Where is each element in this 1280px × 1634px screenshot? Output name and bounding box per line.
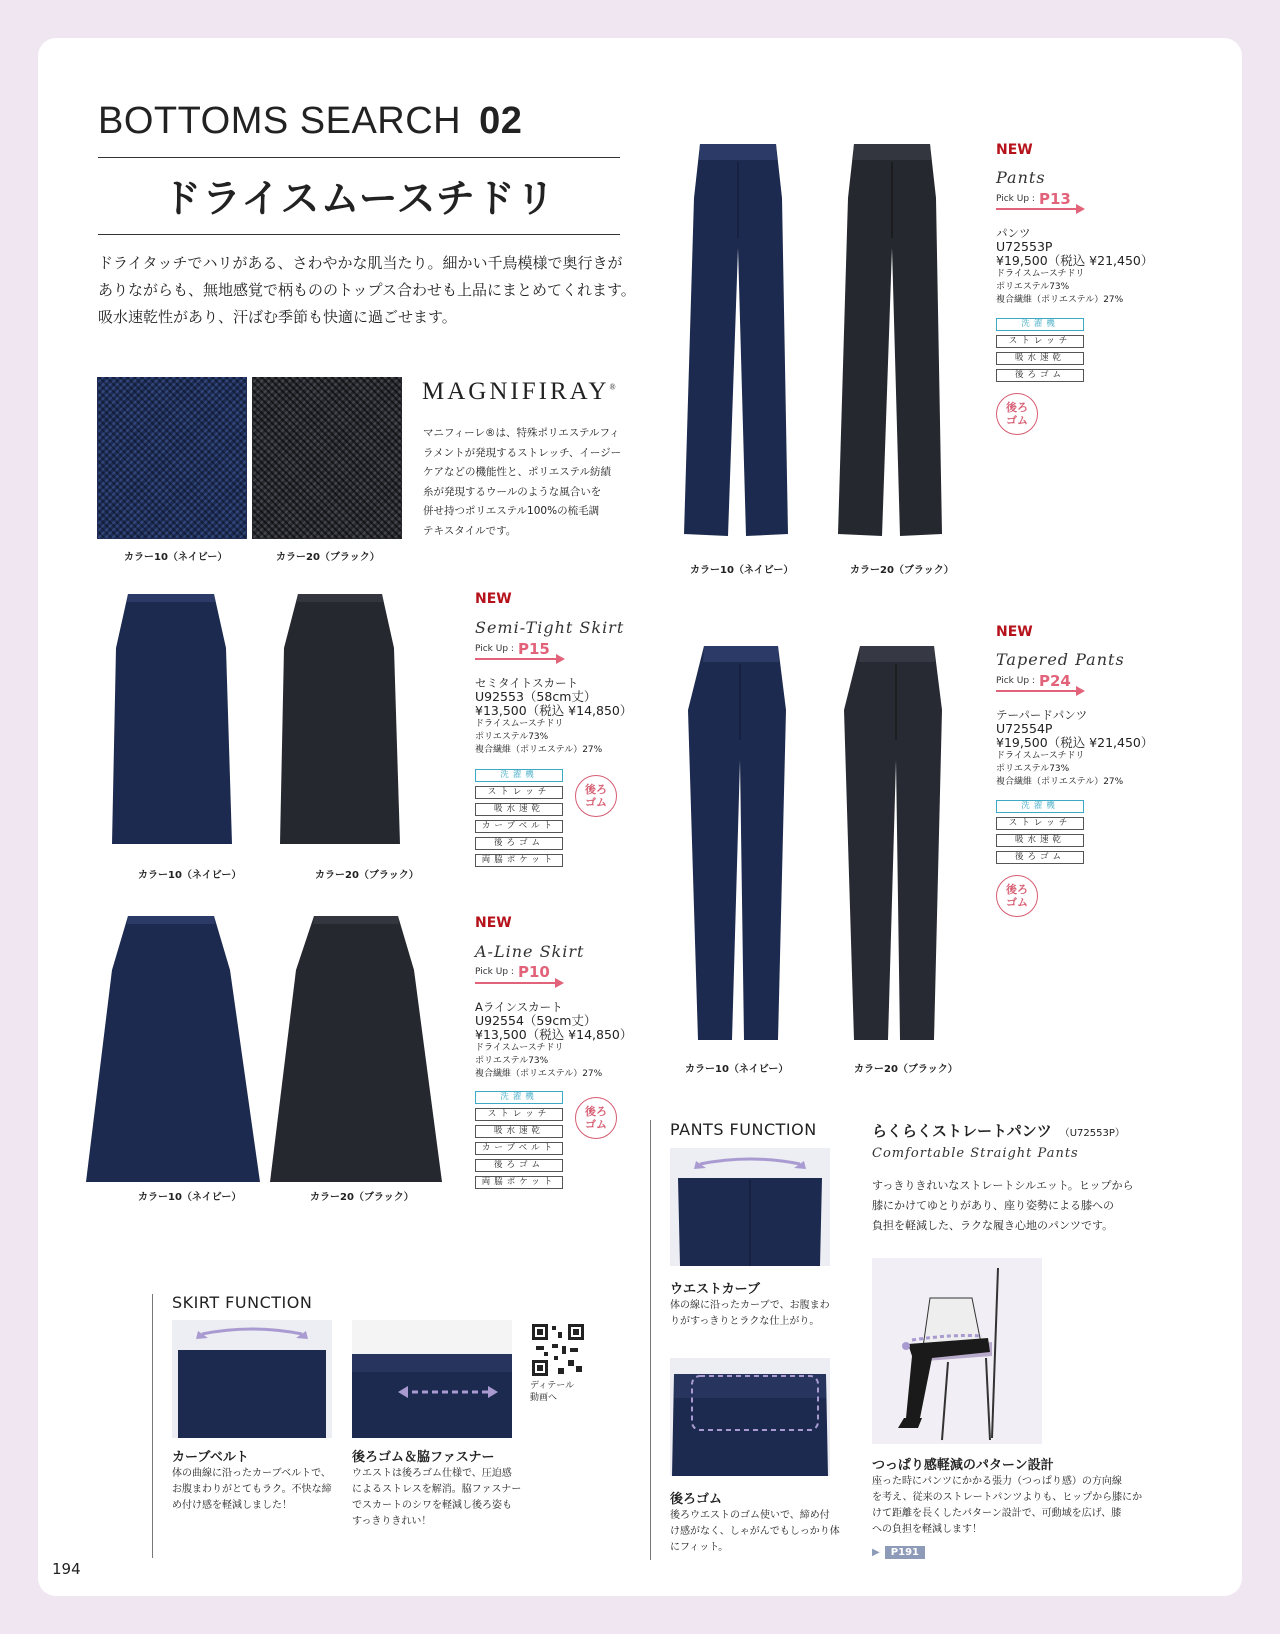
feature-text: すっきりきれいなストレートシルエット。ヒップから 膝にかけてゆとりがあり、座り姿勢による膝への 負担を軽減した、ラクな履き心地のパンツです。 [872,1179,1134,1232]
section-title: PANTS FUNCTION [670,1120,817,1139]
feature-heading-en: Comfortable Straight Pants [872,1146,1079,1161]
divider [152,1294,153,1558]
feature-title: 後ろゴム＆脇ファスナー [352,1450,495,1465]
qr-code-icon[interactable] [530,1322,586,1378]
pickup-arrow-icon [1076,686,1085,696]
back-elastic-photo [352,1320,512,1438]
product-spec: セミタイトスカート U92553（58cm丈） ¥13,500（税込 ¥14,850） ドライスムースチドリ ポリエステル73% 複合繊維（ポリエステル）27% [475,676,633,755]
qr-caption: ディテール 動画へ [530,1381,575,1403]
back-elastic-badge: 後ろ ゴム [575,775,617,817]
back-elastic-badge: 後ろ ゴム [996,393,1038,435]
feature-text: 座った時にパンツにかかる張力（つっぱり感）の方向線 を考え、従来のストレートパンツよりも、ヒップから膝にか けて距離を長くしたパターン設計で、可動域を広げ、膝 への負担を軽減します！ [872,1476,1143,1535]
color-caption: カラー20（ブラック） [310,1192,414,1203]
color-caption: カラー20（ブラック） [850,565,954,576]
intro-text: ドライタッチでハリがある、さわやかな肌当たり。細かい千鳥模様で奥行きが ありながらも、無地感覚で柄もののトップス合わせも上品にまとめてくれます。 吸水速乾性があり、汗ばむ季節も快適に過ごせます。 [98,254,636,326]
new-badge: NEW [996,624,1033,640]
feature-title: つっぱり感軽減のパターン設計 [872,1458,1054,1473]
color-caption: カラー10（ネイビー） [138,1192,242,1203]
product-name-en: Pants [996,168,1046,187]
color-caption: カラー20（ブラック） [854,1064,958,1075]
pickup-arrow-icon [556,654,565,664]
product-name-en: Semi-Tight Skirt [475,618,625,637]
product-spec: パンツ U72553P ¥19,500（税込 ¥21,450） ドライスムースチドリ ポリエステル73% 複合繊維（ポリエステル）27% [996,226,1154,305]
swatch-caption: カラー20（ブラック） [276,552,380,563]
pants-photo [658,138,988,568]
curve-belt-photo [172,1320,332,1438]
feature-text: 体の曲線に沿ったカーブベルトで、 お腹まわりがとてもラク。不快な締 め付け感を軽減しました！ [172,1468,332,1511]
back-elastic-pants-photo [670,1358,830,1476]
feature-title: カーブベルト [172,1450,249,1465]
product-spec: Aラインスカート U92554（59cm丈） ¥13,500（税込 ¥14,850） ドライスムースチドリ ポリエステル73% 複合繊維（ポリエステル）27% [475,1000,633,1079]
section-header: BOTTOMS SEARCH 02 [98,100,523,142]
catalog-page [38,38,1242,1596]
tapered-pants-photo [658,640,988,1070]
new-badge: NEW [996,142,1033,158]
pickup-link[interactable]: Pick Up : P13 [996,190,1071,208]
brand-description: マニフィーレ®は、特殊ポリエステルフィ ラメントが発現するストレッチ、イージー ケアなどの機能性と、ポリエステル紡績 糸が発現するウールのような風合いを 併せ持つポリエステル100%の梳毛調 テキスタイルです。 [423,427,622,537]
color-caption: カラー10（ネイビー） [138,870,242,881]
fabric-swatch-black [252,377,402,539]
pickup-link[interactable]: Pick Up : P24 [996,672,1071,690]
feature-tags: 洗濯機 ストレッチ 吸水速乾 カーブベルト 後ろゴム 両脇ポケット [475,1091,563,1189]
page-link[interactable]: ▶ P191 [872,1540,925,1559]
feature-tags: 洗濯機 ストレッチ 吸水速乾 後ろゴム [996,318,1084,382]
fabric-swatch-navy [97,377,247,539]
seated-pants-illustration [872,1258,1042,1444]
feature-text: 体の線に沿ったカーブで、お腹まわ りがすっきりとラクな仕上がり。 [670,1300,830,1327]
new-badge: NEW [475,591,512,607]
play-icon: ▶ [872,1547,880,1558]
brand-logo: MAGNIFIRAY® [422,378,619,405]
product-name-en: Tapered Pants [996,650,1125,669]
feature-text: ウエストは後ろゴム仕様で、圧迫感 によるストレスを解消。脇ファスナー でスカートのシワを軽減し後ろ姿も すっきりきれい！ [352,1468,522,1527]
color-caption: カラー10（ネイビー） [685,1064,789,1075]
a-line-skirt-photo [86,910,446,1200]
pickup-arrow-icon [1076,204,1085,214]
page-number: 194 [52,1560,81,1578]
page-title: ドライスムースチドリ [162,177,556,222]
product-name-en: A-Line Skirt [475,942,585,961]
divider [98,234,620,235]
divider [98,157,620,158]
new-badge: NEW [475,915,512,931]
pickup-arrow-icon [555,978,564,988]
swatch-caption: カラー10（ネイビー） [124,552,228,563]
feature-heading: らくらくストレートパンツ （U72553P） [872,1122,1125,1140]
feature-title: ウエストカーブ [670,1282,760,1297]
waist-curve-photo [670,1148,830,1266]
divider [650,1120,651,1560]
semi-tight-skirt-photo [98,588,428,858]
back-elastic-badge: 後ろ ゴム [575,1097,617,1139]
feature-title: 後ろゴム [670,1492,723,1507]
product-spec: テーパードパンツ U72554P ¥19,500（税込 ¥21,450） ドライスムースチドリ ポリエステル73% 複合繊維（ポリエステル）27% [996,708,1154,787]
section-title: SKIRT FUNCTION [172,1293,313,1312]
color-caption: カラー20（ブラック） [315,870,419,881]
pickup-link[interactable]: Pick Up : P10 [475,963,550,981]
feature-tags: 洗濯機 ストレッチ 吸水速乾 後ろゴム [996,800,1084,864]
back-elastic-badge: 後ろ ゴム [996,875,1038,917]
feature-tags: 洗濯機 ストレッチ 吸水速乾 カーブベルト 後ろゴム 両脇ポケット [475,769,563,867]
pickup-link[interactable]: Pick Up : P15 [475,640,550,658]
feature-text: 後ろウエストのゴム使いで、締め付 け感がなく、しゃがんでもしっかり体 にフィット。 [670,1510,840,1553]
color-caption: カラー10（ネイビー） [690,565,794,576]
section-number: 02 [479,100,523,142]
